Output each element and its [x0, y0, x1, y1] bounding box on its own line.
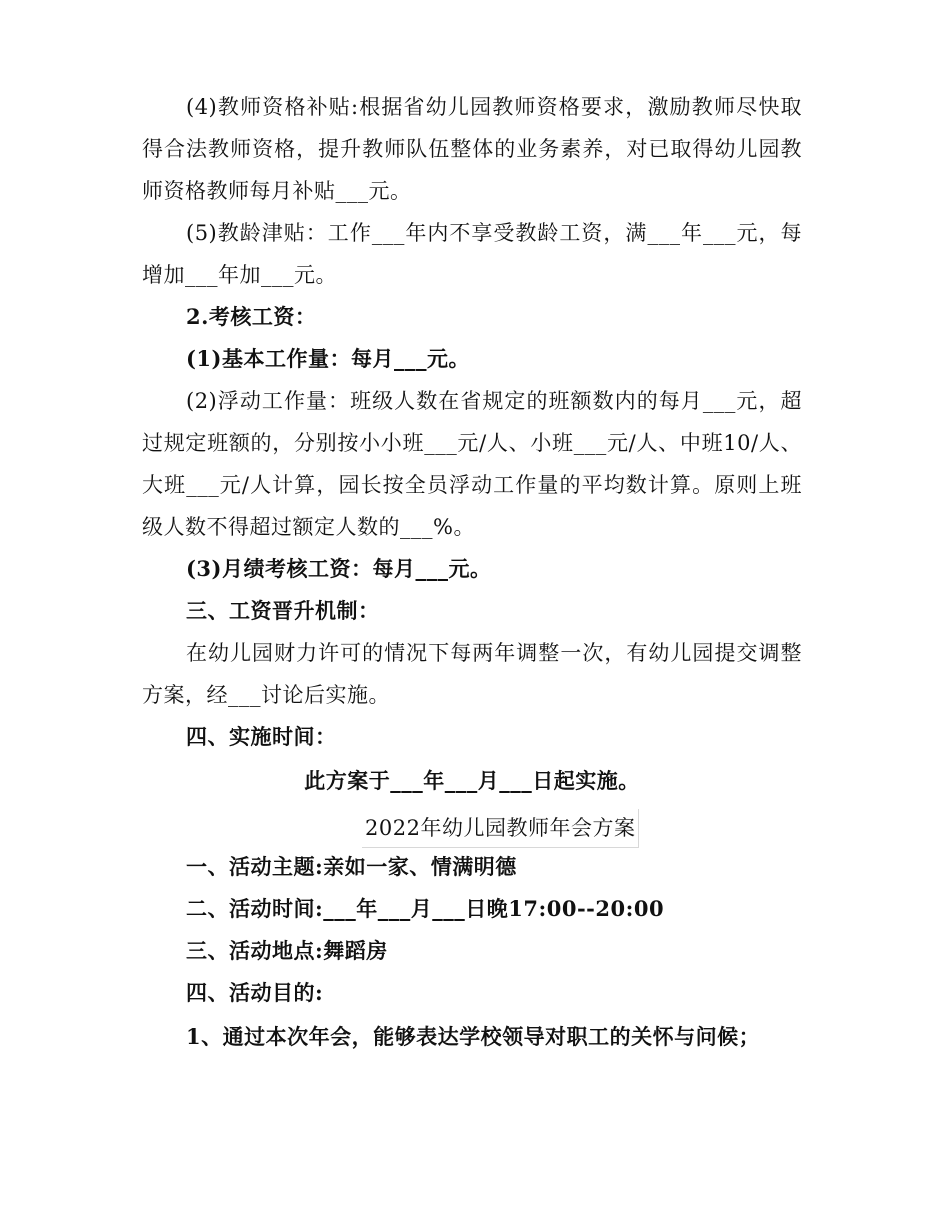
item-purpose-1: 1、通过本次年会，能够表达学校领导对职工的关怀与问候；: [186, 1024, 761, 1049]
item-activity-purpose: 四、活动目的:: [186, 980, 324, 1005]
paragraph-teacher-qualification-subsidy: (4)教师资格补贴:根据省幼儿园教师资格要求，激励教师尽快取得合法教师资格，提升教师队伍整体的业务素养，对已取得幼儿园教师资格教师每月补贴___元。: [142, 95, 802, 203]
paragraph-floating-workload: (2)浮动工作量：班级人数在省规定的班额数内的每月___元，超过规定班额的，分别按小小班___元/人、小班___元/人、中班10/人、大班___元/人计算，园长按全员浮动工作量的平均数计算。原则上班级人数不得超过额定人数的___%。: [142, 389, 802, 539]
paragraph-implementation-date: 此方案于___年___月___日起实施。: [304, 768, 640, 793]
paragraph-basic-workload: (1)基本工作量：每月___元。: [186, 346, 470, 371]
paragraph-monthly-assessment: (3)月绩考核工资：每月___元。: [186, 556, 492, 581]
heading-implementation-time: 四、实施时间：: [186, 724, 337, 749]
heading-assessment-wage: 2.考核工资：: [186, 304, 317, 329]
paragraph-wage-promotion: 在幼儿园财力许可的情况下每两年调整一次，有幼儿园提交调整方案，经___讨论后实施。: [142, 641, 802, 707]
paragraph-seniority-allowance: (5)教龄津贴：工作___年内不享受教龄工资，满___年___元，每增加___年加___元。: [142, 221, 802, 287]
second-document-title: 2022年幼儿园教师年会方案: [362, 809, 639, 848]
heading-wage-promotion: 三、工资晋升机制：: [186, 598, 380, 623]
item-activity-theme: 一、活动主题:亲如一家、情满明德: [186, 854, 517, 879]
item-activity-location: 三、活动地点:舞蹈房: [186, 938, 388, 963]
item-activity-time: 二、活动时间:___年___月___日晚17:00--20:00: [186, 896, 665, 921]
